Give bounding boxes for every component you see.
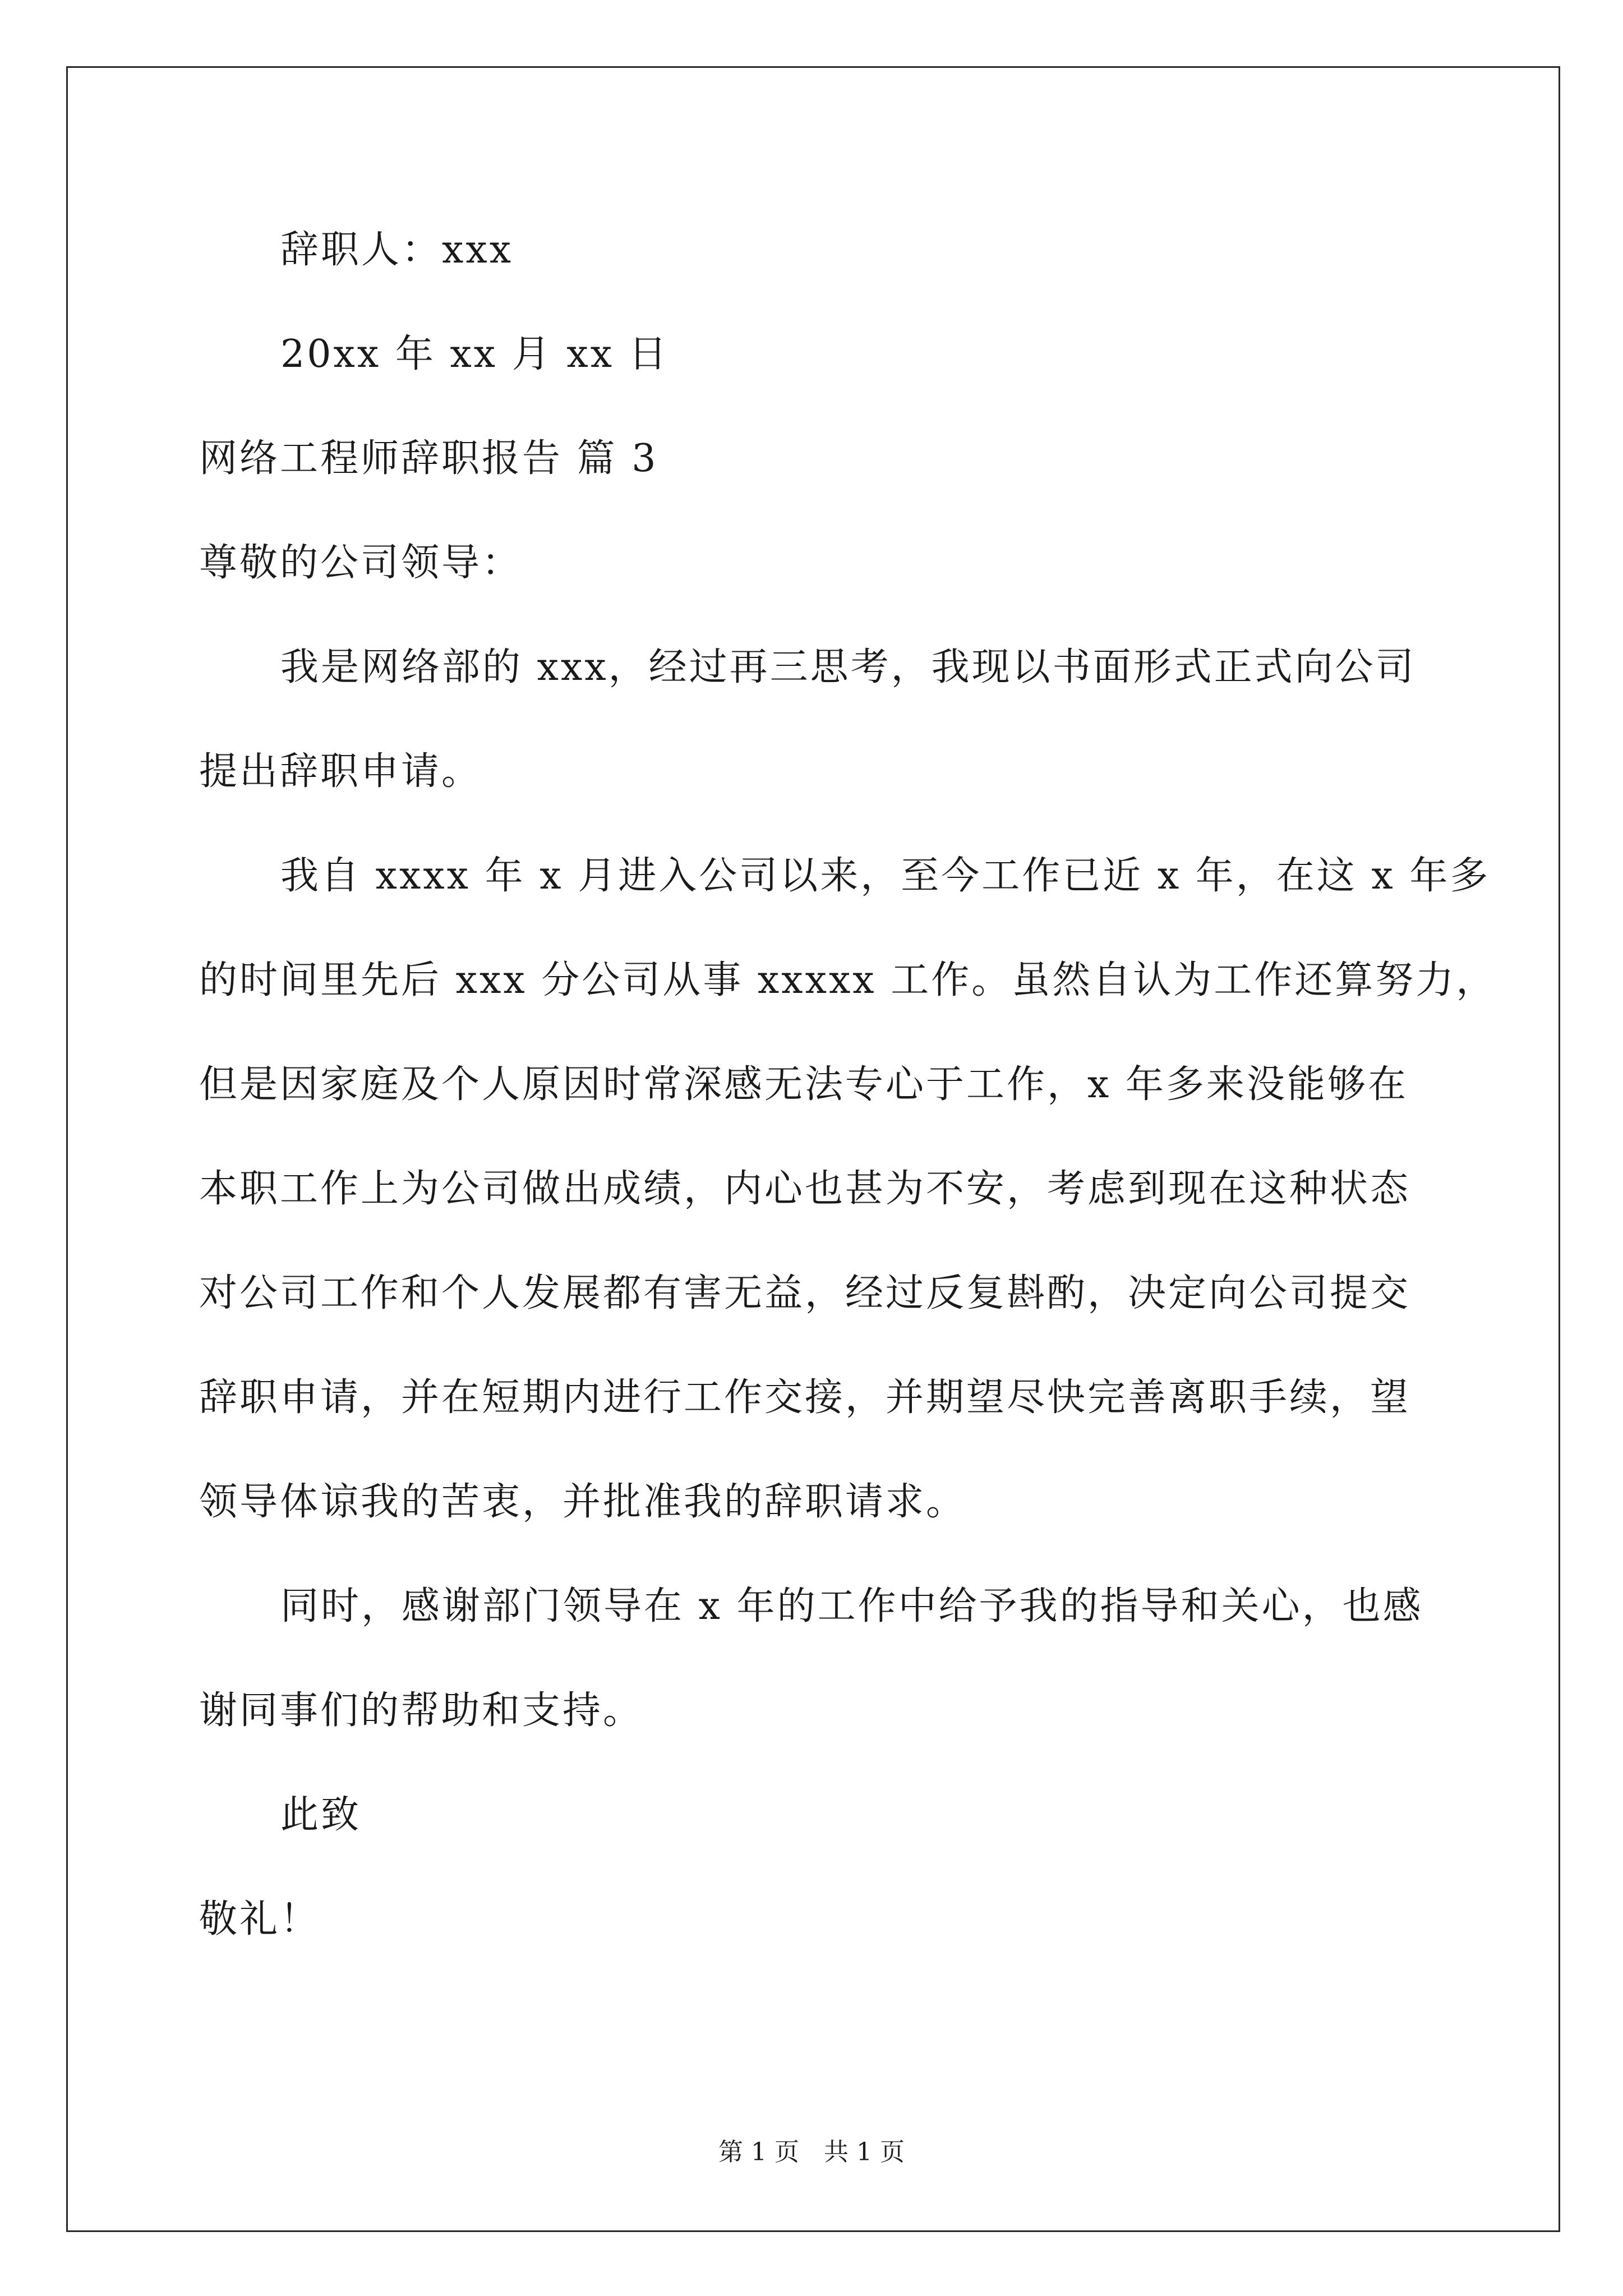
paragraph-1-line-1: 我是网络部的 xxx，经过再三思考，我现以书面形式正式向公司 <box>280 645 1416 689</box>
paragraph-2-line-5: 对公司工作和个人发展都有害无益，经过反复斟酌，决定向公司提交 <box>199 1271 1411 1315</box>
page-footer: 第 1 页 共 1 页 <box>718 2138 905 2166</box>
paragraph-1-line-2: 提出辞职申请。 <box>199 749 482 794</box>
paragraph-3-line-2: 谢同事们的帮助和支持。 <box>199 1688 644 1733</box>
closing-salute: 敬礼！ <box>199 1897 321 1941</box>
section-title: 网络工程师辞职报告 篇 3 <box>199 436 658 481</box>
paragraph-2-line-7: 领导体谅我的苦衷，并批准我的辞职请求。 <box>199 1480 967 1524</box>
signer-line: 辞职人：xxx <box>280 228 514 272</box>
paragraph-3-line-1: 同时，感谢部门领导在 x 年的工作中给予我的指导和关心，也感 <box>280 1584 1423 1628</box>
paragraph-2-line-4: 本职工作上为公司做出成绩，内心也甚为不安，考虑到现在这种状态 <box>199 1167 1411 1211</box>
date-line: 20xx 年 xx 月 xx 日 <box>280 332 669 376</box>
salutation: 尊敬的公司领导： <box>199 541 523 585</box>
paragraph-2-line-2: 的时间里先后 xxx 分公司从事 xxxxx 工作。虽然自认为工作还算努力， <box>199 958 1497 1002</box>
paragraph-2-line-1: 我自 xxxx 年 x 月进入公司以来，至今工作已近 x 年，在这 x 年多 <box>280 854 1491 898</box>
closing-regards: 此致 <box>280 1793 362 1837</box>
paragraph-2-line-3: 但是因家庭及个人原因时常深感无法专心于工作，x 年多来没能够在 <box>199 1062 1408 1107</box>
paragraph-2-line-6: 辞职申请，并在短期内进行工作交接，并期望尽快完善离职手续，望 <box>199 1375 1411 1420</box>
